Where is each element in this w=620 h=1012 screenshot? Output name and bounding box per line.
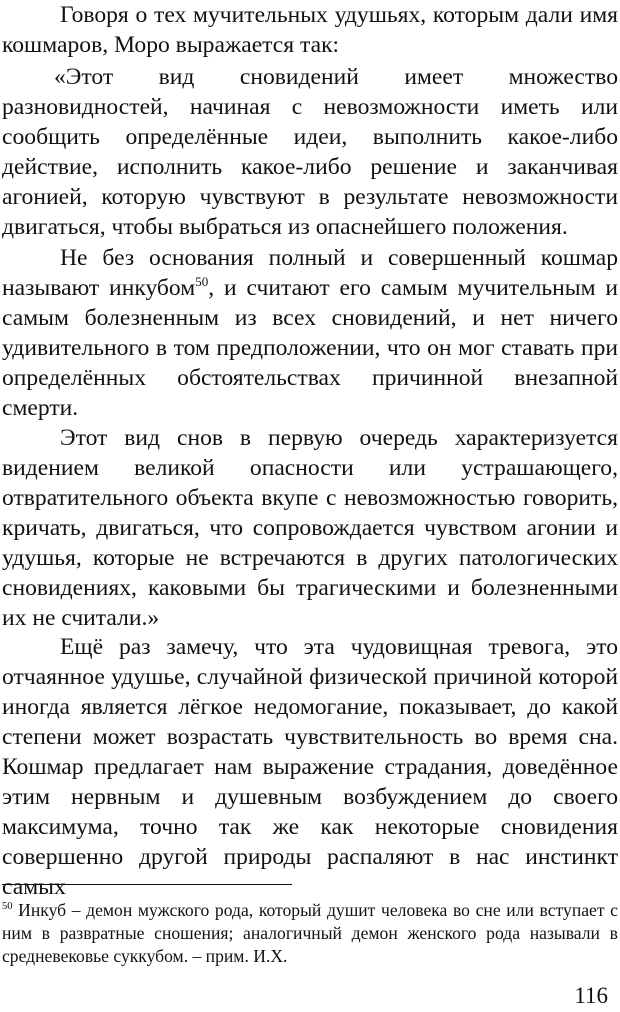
paragraph-3-text-before: Не без основания полный и совершенный кошмар называют инкубом: [2, 245, 618, 301]
paragraph-3-text-after: , и считают его самым мучительным и самым болезненным из всех сновидений, и нет ничего удивительного в том предположении, что он мог ставать при определённых обстоятельствах причинной внезапной смерти.: [2, 275, 618, 421]
paragraph-4-quote-end: Этот вид снов в первую очередь характеризуется видением великой опасности или устрашающего, отвратительного объекта вкупе с невозможностью говорить, кричать, двигаться, что сопровождается чувством агонии и удушья, которые не встречаются в других патологических сновидениях, каковыми бы трагическими и болезненными их не считали.»: [2, 425, 618, 631]
page-number: 116: [574, 983, 608, 1008]
paragraph-5: Ещё раз замечу, что эта чудовищная тревога, это отчаянное удушье, случайной физической причиной которой иногда является лёгкое недомогание, показывает, до какой степени может возрастать чувствительность во время сна. Кошмар предлагает нам выражение страдания, доведённое этим нервным и душевным возбуждением до своего максимума, точно так же как некоторые сновидения совершенно другой природы распаляют в нас инстинкт самых: [2, 634, 618, 900]
footnote-divider: [2, 884, 292, 885]
paragraph-2-quote-start: «Этот вид сновидений имеет множество разновидностей, начиная с невозможности иметь или сообщить определённые идеи, выполнить какое-либо действие, исполнить какое-либо решение и заканчивая агонией, которую чувствуют в результате невозможности двигаться, чтобы выбраться из опаснейшего положения.: [2, 64, 618, 240]
footnote: [2, 899, 618, 968]
footnote-text: Инкуб – демон мужского рода, который душит человека во сне или вступает с ним в развратные сношения; аналогичный демон женского рода называли в средневековье суккубом. – прим. И.Х.: [2, 900, 618, 966]
paragraph-1: Говоря о тех мучительных удушьях, которым дали имя кошмаров, Моро выражается так:: [2, 2, 618, 58]
paragraph-3: [2, 243, 618, 423]
footnote-number: 50: [2, 901, 13, 913]
footnote-reference-marker: 50: [195, 274, 209, 290]
